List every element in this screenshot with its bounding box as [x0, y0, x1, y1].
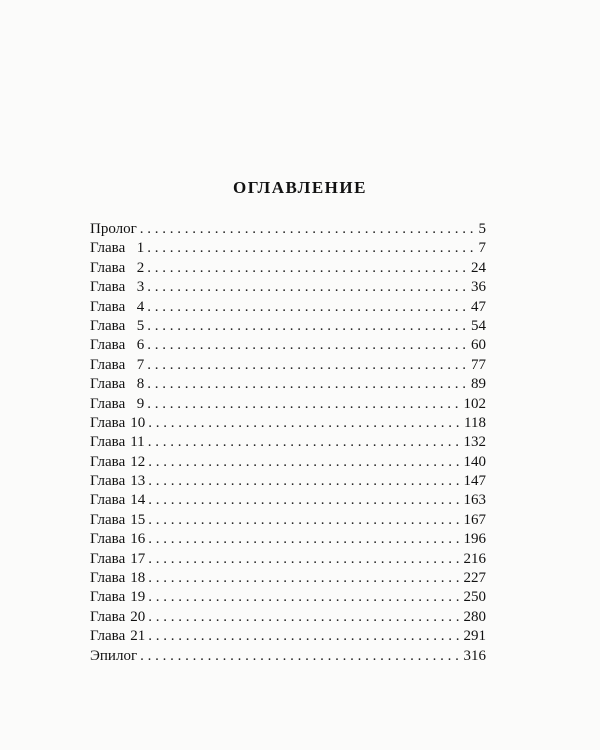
toc-entry-title: Глава	[90, 376, 126, 393]
toc-entry-title: Глава	[90, 511, 126, 528]
toc-entry-number: 5	[136, 317, 145, 334]
toc-entry-page-number: 89	[471, 376, 486, 393]
toc-entry-number: 2	[136, 259, 145, 276]
dot-leader	[147, 298, 468, 317]
toc-entry-title: Глава	[90, 279, 126, 296]
toc-entry	[90, 259, 486, 278]
toc-entry-label	[90, 608, 145, 627]
toc-entry-label	[90, 569, 145, 588]
toc-entry-page-number: 291	[463, 628, 486, 645]
toc-entry	[90, 647, 486, 666]
toc-entry-page-number: 54	[471, 317, 486, 334]
toc-entry-number: 8	[136, 376, 145, 393]
toc-entry	[90, 511, 486, 530]
toc-entry-title: Глава	[90, 337, 126, 354]
dot-leader	[148, 530, 460, 549]
toc-entry-number: 20	[130, 608, 146, 625]
toc-entry	[90, 472, 486, 491]
toc-entry-number: 19	[130, 589, 146, 606]
toc-entry-page-number: 280	[463, 608, 486, 625]
toc-entry-page-number: 163	[463, 492, 486, 509]
dot-leader	[148, 491, 460, 510]
dot-leader	[148, 588, 460, 607]
toc-entry-number: 18	[130, 570, 146, 587]
toc-entry	[90, 588, 486, 607]
dot-leader	[147, 239, 473, 258]
toc-entry-label	[90, 588, 145, 607]
toc-entry-title: Глава	[90, 259, 126, 276]
toc-entry	[90, 569, 486, 588]
table-of-contents	[90, 220, 486, 666]
toc-entry	[90, 414, 486, 433]
toc-entry-label	[90, 433, 145, 452]
toc-entry-number: 14	[130, 492, 146, 509]
toc-entry-label	[90, 220, 137, 239]
dot-leader	[147, 259, 468, 278]
toc-entry-page-number: 36	[471, 279, 486, 296]
toc-entry-number: 7	[136, 356, 145, 373]
toc-entry-label	[90, 550, 145, 569]
toc-entry-page-number: 77	[471, 356, 486, 373]
toc-entry-title: Глава	[90, 434, 126, 451]
toc-entry-title: Глава	[90, 531, 126, 548]
toc-entry-label	[90, 530, 145, 549]
dot-leader	[148, 627, 460, 646]
toc-entry-title: Глава	[90, 550, 126, 567]
toc-entry-page-number: 118	[464, 414, 486, 431]
toc-entry-title: Пролог	[90, 221, 137, 237]
toc-entry-title: Глава	[90, 608, 126, 625]
toc-entry	[90, 627, 486, 646]
toc-entry-title: Глава	[90, 298, 126, 315]
toc-entry-page-number: 216	[463, 550, 486, 567]
toc-entry-label	[90, 239, 144, 258]
toc-entry-page-number: 24	[471, 259, 486, 276]
toc-entry-title: Глава	[90, 240, 126, 257]
dot-leader	[148, 569, 460, 588]
toc-entry-title: Глава	[90, 628, 126, 645]
toc-entry-label	[90, 298, 144, 317]
dot-leader	[148, 433, 461, 452]
toc-entry-number: 15	[130, 511, 146, 528]
page-title: ОГЛАВЛЕНИЕ	[233, 178, 367, 197]
toc-entry-page-number: 7	[478, 240, 486, 257]
dot-leader	[147, 336, 468, 355]
toc-entry-label	[90, 647, 137, 666]
dot-leader	[147, 356, 468, 375]
toc-entry-label	[90, 453, 145, 472]
toc-entry	[90, 336, 486, 355]
toc-entry-number: 3	[136, 279, 145, 296]
toc-entry-page-number: 250	[463, 589, 486, 606]
dot-leader	[147, 375, 468, 394]
toc-entry-label	[90, 414, 145, 433]
toc-entry-page-number: 147	[463, 473, 486, 490]
dot-leader	[148, 550, 460, 569]
toc-entry-label	[90, 259, 144, 278]
toc-entry-label	[90, 511, 145, 530]
toc-entry-page-number: 60	[471, 337, 486, 354]
toc-entry-title: Глава	[90, 453, 126, 470]
toc-entry-title: Глава	[90, 356, 126, 373]
toc-entry-page-number: 5	[478, 221, 486, 237]
toc-entry-page-number: 196	[463, 531, 486, 548]
toc-entry-page-number: 167	[463, 511, 486, 528]
dot-leader	[147, 395, 460, 414]
dot-leader	[148, 511, 460, 530]
toc-entry-number: 11	[130, 434, 145, 451]
toc-entry	[90, 608, 486, 627]
toc-entry-title: Глава	[90, 414, 126, 431]
toc-entry-label	[90, 278, 144, 297]
dot-leader	[147, 317, 468, 336]
toc-entry-label	[90, 375, 144, 394]
toc-entry-page-number: 227	[463, 570, 486, 587]
toc-entry-label	[90, 491, 145, 510]
dot-leader	[140, 647, 460, 666]
toc-entry-page-number: 132	[463, 434, 486, 451]
toc-entry	[90, 395, 486, 414]
toc-entry-title: Глава	[90, 395, 126, 412]
toc-entry	[90, 317, 486, 336]
toc-entry	[90, 491, 486, 510]
toc-entry	[90, 278, 486, 297]
toc-entry-number: 13	[130, 473, 146, 490]
toc-entry	[90, 239, 486, 258]
toc-entry-page-number: 316	[463, 647, 486, 664]
toc-entry-label	[90, 336, 144, 355]
toc-entry	[90, 356, 486, 375]
dot-leader	[140, 220, 473, 239]
toc-entry-number: 12	[130, 453, 146, 470]
toc-entry-title: Эпилог	[90, 647, 138, 664]
toc-entry	[90, 433, 486, 452]
toc-entry-label	[90, 472, 145, 491]
dot-leader	[148, 453, 460, 472]
toc-entry-number: 6	[136, 337, 145, 354]
dot-leader	[148, 608, 460, 627]
toc-entry-label	[90, 356, 144, 375]
toc-entry-page-number: 47	[471, 298, 486, 315]
toc-entry-label	[90, 627, 145, 646]
toc-entry	[90, 453, 486, 472]
toc-entry-title: Глава	[90, 317, 126, 334]
toc-entry	[90, 298, 486, 317]
toc-entry-label	[90, 317, 144, 336]
toc-entry-number: 1	[136, 240, 145, 257]
toc-entry	[90, 375, 486, 394]
toc-entry-number: 10	[130, 414, 146, 431]
toc-entry-title: Глава	[90, 473, 126, 490]
dot-leader	[147, 278, 468, 297]
dot-leader	[148, 472, 460, 491]
toc-entry-number: 4	[136, 298, 145, 315]
toc-entry-title: Глава	[90, 492, 126, 509]
toc-entry-number: 17	[130, 550, 146, 567]
toc-entry-label	[90, 395, 144, 414]
toc-entry-number: 16	[130, 531, 146, 548]
toc-entry-title: Глава	[90, 570, 126, 587]
toc-entry-number: 21	[130, 628, 146, 645]
toc-entry	[90, 550, 486, 569]
toc-entry-number: 9	[136, 395, 145, 412]
toc-entry	[90, 220, 486, 239]
toc-entry-page-number: 140	[463, 453, 486, 470]
dot-leader	[148, 414, 461, 433]
toc-entry	[90, 530, 486, 549]
toc-entry-page-number: 102	[463, 395, 486, 412]
toc-entry-title: Глава	[90, 589, 126, 606]
